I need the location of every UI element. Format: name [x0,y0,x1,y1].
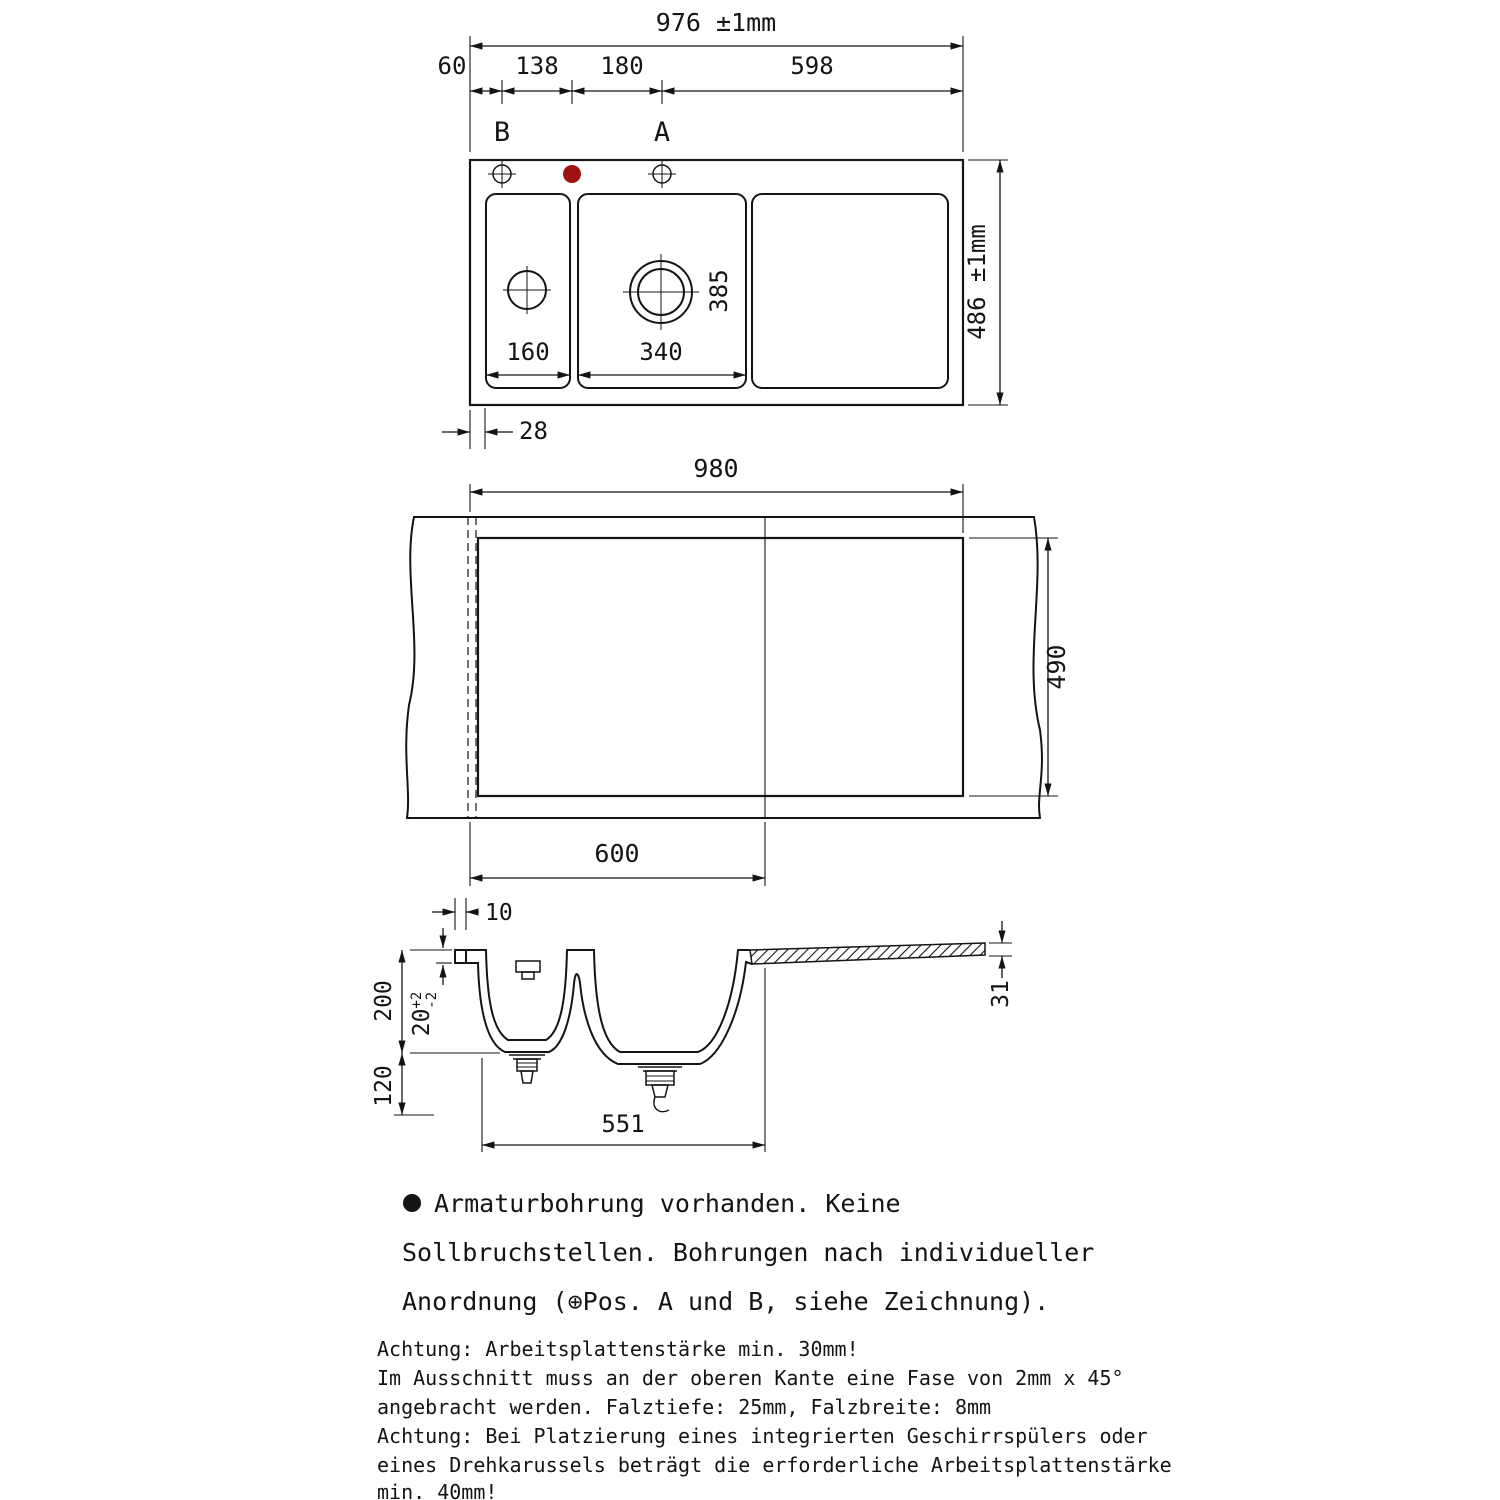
faucet-hole-section-icon [516,961,540,979]
faucet-hole-b-icon [488,161,516,188]
drainboard [752,194,948,388]
section-top-surface [455,950,750,963]
drainboard-section [750,943,985,964]
dim-28-label: 28 [519,417,548,445]
note-line-1: Armaturbohrung vorhanden. Keine [434,1189,901,1218]
warning-line-1: Achtung: Arbeitsplattenstärke min. 30mm! [377,1337,859,1361]
warning-line-3: angebracht werden. Falztiefe: 25mm, Falzbreite: 8mm [377,1395,992,1419]
note-line-2: Sollbruchstellen. Bohrungen nach individueller [402,1238,1095,1267]
faucet-hole-marked-icon [563,165,581,183]
top-view [438,8,1008,449]
warning-line-6: min. 40mm! [377,1480,498,1500]
cutout-rect [478,538,963,796]
dim-138-label: 138 [515,52,559,80]
dim-20-tolerance-label: $20^{+2}-2$ [409,991,440,1037]
dim-180-label: 180 [600,52,644,80]
dim-385-label: 385 [705,269,733,313]
sink-underside-profile [455,962,752,1064]
dim-total-height-label: 486 ±1mm [963,224,991,340]
dim-598-label: 598 [790,52,834,80]
section-view [371,898,1014,1152]
faucet-hole-a-icon [648,161,676,188]
dim-10-label: 10 [485,900,513,926]
dim-340-label: 340 [639,338,683,366]
right-bowl-cavity [594,950,738,1052]
dim-551-label: 551 [601,1110,645,1138]
notes [377,1189,1172,1500]
dim-120-label: 120 [371,1065,397,1107]
position-b-label: B [493,117,511,148]
right-drain-fitting-icon [638,1067,682,1112]
dim-490-label: 490 [1042,644,1071,690]
dim-total-width-label: 976 ±1mm [655,8,777,37]
position-a-label: A [653,117,671,148]
dim-31-label: 31 [988,980,1014,1008]
warning-line-2: Im Ausschnitt muss an der oberen Kante eine Fase von 2mm x 45° [377,1366,1124,1390]
warning-line-5: eines Drehkarussels beträgt die erforderliche Arbeitsplattenstärke [377,1453,1172,1477]
bullet-icon [403,1194,421,1212]
dim-980-label: 980 [693,454,739,483]
countertop-outline [406,517,1042,818]
left-drain-fitting-icon [509,1055,545,1083]
note-line-3: Anordnung (⊕Pos. A und B, siehe Zeichnung). [402,1287,1050,1316]
dim-600-label: 600 [594,839,640,868]
dim-200-label: 200 [371,980,397,1022]
drill-position-icon: ⊕ [567,1287,583,1316]
warning-line-4: Achtung: Bei Platzierung eines integrierten Geschirrspülers oder [377,1424,1148,1448]
right-drain-icon [623,254,699,330]
cutout-view [406,454,1071,886]
dim-160-label: 160 [506,338,550,366]
left-drain-icon [503,266,551,314]
left-bowl-cavity [486,950,567,1040]
dim-60-label: 60 [437,52,467,80]
